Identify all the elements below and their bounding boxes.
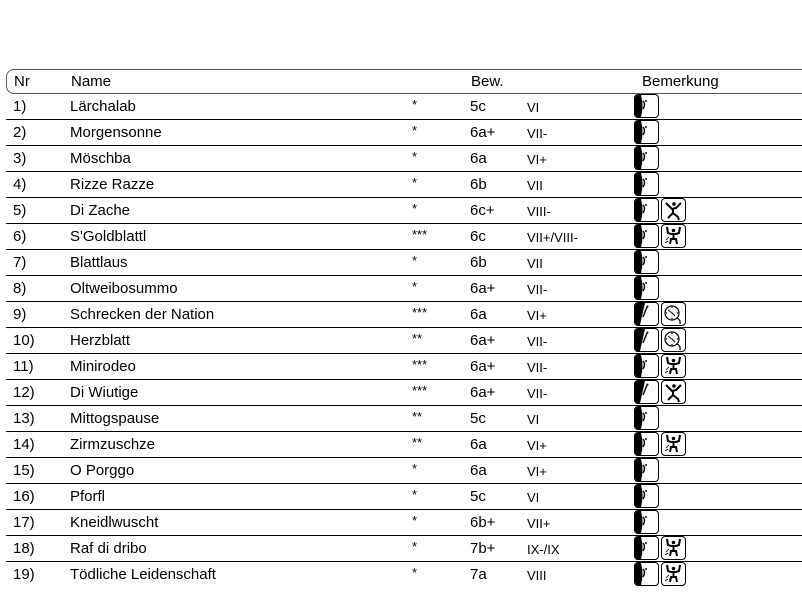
route-name: Raf di dribo — [70, 540, 147, 557]
header-name: Name — [71, 73, 112, 90]
route-name: S'Goldblattl — [70, 228, 147, 245]
route-grade-french: 6a+ — [470, 280, 496, 297]
route-grade-french: 6c — [470, 228, 486, 245]
route-grade-uiaa: VI+ — [527, 438, 547, 453]
route-stars: * — [412, 461, 418, 476]
route-grade-french: 6a — [470, 150, 487, 167]
route-grade-uiaa: VI — [527, 490, 540, 505]
strenuous-climber-icon — [661, 432, 686, 456]
route-stars: *** — [412, 357, 428, 372]
table-body — [6, 94, 802, 588]
slab-icon — [634, 536, 659, 560]
table-row — [6, 94, 802, 120]
route-name: Morgensonne — [70, 124, 162, 141]
slab-icon — [634, 458, 659, 482]
strenuous-climber-icon — [661, 562, 686, 586]
route-grade-french: 5c — [470, 410, 486, 427]
table-row — [6, 380, 802, 406]
route-grade-uiaa: VII+ — [527, 516, 551, 531]
route-grade-uiaa: VIII- — [527, 204, 551, 219]
slab-icon — [634, 276, 659, 300]
route-stars: * — [412, 253, 418, 268]
table-row — [6, 406, 802, 432]
route-grade-french: 6b — [470, 176, 487, 193]
route-grade-french: 7b+ — [470, 540, 496, 557]
route-name: Rizze Razze — [70, 176, 155, 193]
route-stars: * — [412, 513, 418, 528]
table-row — [6, 510, 802, 536]
strenuous-climber-icon — [661, 224, 686, 248]
route-nr: 4) — [13, 176, 27, 193]
slab-icon — [634, 354, 659, 378]
table-row — [6, 120, 802, 146]
remark-icons — [634, 510, 661, 536]
remark-icons — [634, 172, 661, 198]
route-grade-uiaa: VII+/VIII- — [527, 230, 578, 245]
slab-icon — [634, 250, 659, 274]
dynamic-climber-icon — [661, 198, 686, 222]
route-table — [6, 69, 802, 588]
route-name: O Porggo — [70, 462, 135, 479]
route-stars: * — [412, 539, 418, 554]
route-stars: *** — [412, 383, 428, 398]
route-name: Kneidlwuscht — [70, 514, 159, 531]
route-grade-french: 6b — [470, 254, 487, 271]
table-row — [6, 146, 802, 172]
dynamic-climber-icon — [661, 380, 686, 404]
route-grade-french: 6c+ — [470, 202, 495, 219]
table-row — [6, 484, 802, 510]
route-stars: *** — [412, 227, 428, 242]
route-grade-uiaa: VII- — [527, 126, 548, 141]
route-grade-french: 6a+ — [470, 384, 496, 401]
route-grade-uiaa: VI+ — [527, 152, 547, 167]
table-row — [6, 302, 802, 328]
remark-icons — [634, 250, 661, 276]
route-grade-uiaa: VII — [527, 256, 543, 271]
route-grade-french: 6b+ — [470, 514, 496, 531]
remark-icons — [634, 120, 661, 146]
route-grade-uiaa: VI — [527, 100, 540, 115]
remark-icons — [634, 484, 661, 510]
remark-icons — [634, 406, 661, 432]
route-grade-french: 6a+ — [470, 332, 496, 349]
route-nr: 2) — [13, 124, 27, 141]
slab-icon — [634, 120, 659, 144]
route-stars: * — [412, 123, 418, 138]
slab-icon — [634, 224, 659, 248]
remark-icons — [634, 328, 688, 354]
slab-icon — [634, 562, 659, 586]
route-grade-french: 6a — [470, 436, 487, 453]
remark-icons — [634, 380, 688, 406]
slab-icon — [634, 146, 659, 170]
remark-icons — [634, 562, 688, 588]
route-grade-uiaa: VI+ — [527, 308, 547, 323]
remark-icons — [634, 536, 688, 562]
table-row — [6, 276, 802, 302]
route-nr: 15) — [13, 462, 35, 479]
slab-icon — [634, 484, 659, 508]
route-nr: 3) — [13, 150, 27, 167]
strenuous-climber-icon — [661, 536, 686, 560]
route-grade-uiaa: VIII — [527, 568, 547, 583]
table-row — [6, 198, 802, 224]
route-stars: *** — [412, 305, 428, 320]
route-name: Blattlaus — [70, 254, 128, 271]
strenuous-climber-icon — [661, 354, 686, 378]
overhang-icon — [634, 302, 659, 326]
route-grade-french: 6a — [470, 462, 487, 479]
overhang-icon — [634, 380, 659, 404]
route-grade-uiaa: VII- — [527, 282, 548, 297]
route-name: Di Wiutige — [70, 384, 139, 401]
route-name: Pforfl — [70, 488, 106, 505]
route-nr: 8) — [13, 280, 27, 297]
table-header — [6, 69, 802, 94]
clock-icon — [661, 328, 686, 352]
remark-icons — [634, 94, 661, 120]
remark-icons — [634, 432, 688, 458]
header-bew: Bew. — [471, 73, 504, 90]
table-row — [6, 458, 802, 484]
route-name: Mittogspause — [70, 410, 160, 427]
clock-icon — [661, 302, 686, 326]
route-stars: * — [412, 201, 418, 216]
route-nr: 14) — [13, 436, 35, 453]
route-name: Di Zache — [70, 202, 131, 219]
route-name: Oltweibosummo — [70, 280, 178, 297]
route-name: Zirmzuschze — [70, 436, 156, 453]
route-grade-uiaa: IX-/IX — [527, 542, 560, 557]
table-row — [6, 250, 802, 276]
route-grade-uiaa: VII — [527, 178, 543, 193]
overhang-icon — [634, 328, 659, 352]
remark-icons — [634, 198, 688, 224]
remark-icons — [634, 354, 688, 380]
table-row — [6, 328, 802, 354]
table-row — [6, 224, 802, 250]
table-row — [6, 354, 802, 380]
remark-icons — [634, 224, 688, 250]
route-stars: * — [412, 149, 418, 164]
route-grade-french: 6a+ — [470, 124, 496, 141]
route-grade-french: 7a — [470, 566, 487, 583]
route-nr: 18) — [13, 540, 35, 557]
route-name: Herzblatt — [70, 332, 131, 349]
route-grade-uiaa: VI — [527, 412, 540, 427]
remark-icons — [634, 458, 661, 484]
route-nr: 9) — [13, 306, 27, 323]
slab-icon — [634, 172, 659, 196]
route-stars: * — [412, 279, 418, 294]
route-nr: 17) — [13, 514, 35, 531]
header-bemerkung: Bemerkung — [642, 73, 719, 90]
route-stars: * — [412, 97, 418, 112]
route-nr: 16) — [13, 488, 35, 505]
route-grade-uiaa: VII- — [527, 360, 548, 375]
route-name: Tödliche Leidenschaft — [70, 566, 216, 583]
route-stars: * — [412, 565, 418, 580]
route-nr: 13) — [13, 410, 35, 427]
route-name: Lärchalab — [70, 98, 136, 115]
route-nr: 7) — [13, 254, 27, 271]
slab-icon — [634, 510, 659, 534]
route-grade-french: 5c — [470, 98, 486, 115]
route-grade-uiaa: VI+ — [527, 464, 547, 479]
route-name: Schrecken der Nation — [70, 306, 215, 323]
table-row — [6, 536, 802, 562]
slab-icon — [634, 406, 659, 430]
table-row — [6, 432, 802, 458]
route-nr: 5) — [13, 202, 27, 219]
route-nr: 19) — [13, 566, 35, 583]
route-stars: ** — [412, 435, 423, 450]
route-stars: * — [412, 487, 418, 502]
table-row — [6, 562, 802, 588]
slab-icon — [634, 432, 659, 456]
route-stars: ** — [412, 331, 423, 346]
route-grade-uiaa: VII- — [527, 386, 548, 401]
route-grade-french: 6a+ — [470, 358, 496, 375]
route-grade-uiaa: VII- — [527, 334, 548, 349]
route-name: Möschba — [70, 150, 131, 167]
route-stars: * — [412, 175, 418, 190]
route-nr: 10) — [13, 332, 35, 349]
route-stars: ** — [412, 409, 423, 424]
route-name: Minirodeo — [70, 358, 136, 375]
table-row — [6, 172, 802, 198]
slab-icon — [634, 94, 659, 118]
route-grade-french: 6a — [470, 306, 487, 323]
remark-icons — [634, 276, 661, 302]
route-grade-french: 5c — [470, 488, 486, 505]
route-nr: 12) — [13, 384, 35, 401]
remark-icons — [634, 302, 688, 328]
route-nr: 6) — [13, 228, 27, 245]
header-nr: Nr — [14, 73, 30, 90]
route-nr: 11) — [13, 358, 34, 375]
slab-icon — [634, 198, 659, 222]
remark-icons — [634, 146, 661, 172]
route-nr: 1) — [13, 98, 27, 115]
